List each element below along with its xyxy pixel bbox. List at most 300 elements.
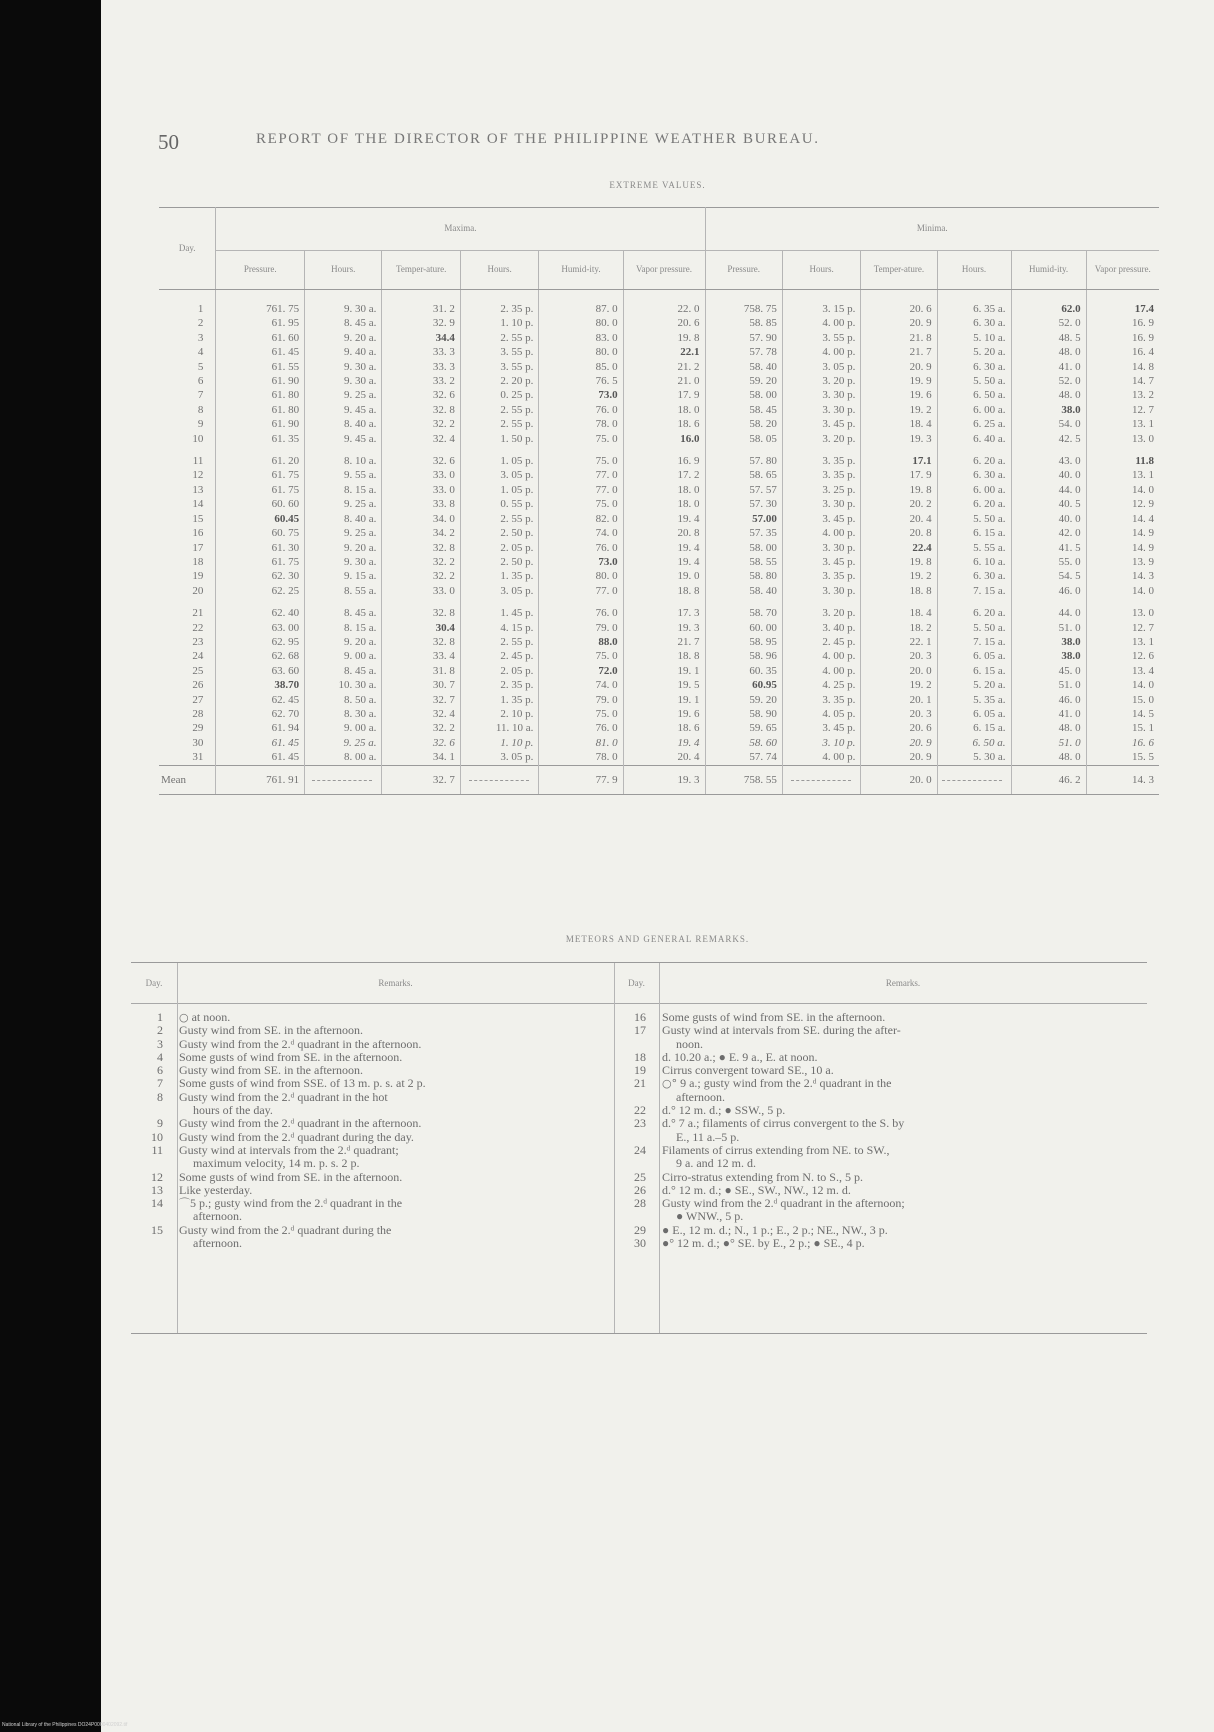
remark-line: ●° 12 m. d.; ●° SE. by E., 2 p.; ● SE., 4 p.: [662, 1236, 865, 1251]
remark-line: ● E., 12 m. d.; N., 1 p.; E., 2 p.; NE., NW., 3 p.: [662, 1222, 888, 1237]
value-cell: 58. 00: [705, 388, 782, 402]
value-cell: 19. 6: [861, 388, 937, 402]
value-cell: 38.70: [216, 678, 305, 692]
value-cell: 8. 45 a.: [305, 316, 382, 330]
value-cell: 5. 20 a.: [937, 345, 1011, 359]
value-cell: 78. 0: [539, 750, 623, 765]
value-cell: 61. 75: [216, 555, 305, 569]
value-cell: 21. 0: [623, 374, 705, 388]
value-cell: 32. 2: [382, 721, 460, 735]
value-cell: 80. 0: [539, 569, 623, 583]
remark-line: maximum velocity, 14 m. p. s. 2 p.: [193, 1156, 360, 1171]
remark-day: 8: [157, 1089, 163, 1104]
value-cell: 4. 15 p.: [460, 621, 538, 635]
remark-row: [135, 1197, 611, 1224]
remark-line: Gusty wind from the 2.ᵈ quadrant during the: [179, 1222, 392, 1237]
remark-text: [662, 1237, 1143, 1250]
value-cell: 6. 20 a.: [937, 598, 1011, 620]
value-cell: 54. 5: [1011, 569, 1086, 583]
value-cell: 14. 9: [1132, 541, 1154, 554]
value-cell: 6. 35 a.: [937, 290, 1011, 317]
remark-text: [662, 1051, 1143, 1064]
value-cell: 2. 10 p.: [460, 707, 538, 721]
value-cell: 18. 0: [623, 403, 705, 417]
day-row: [159, 360, 1159, 374]
value-cell: 4. 05 p.: [782, 707, 860, 721]
remark-text: [662, 1064, 1143, 1077]
remark-day: 1: [157, 1010, 163, 1024]
value-cell: 7. 15 a.: [937, 584, 1011, 598]
value-cell: 1. 35 p.: [460, 693, 538, 707]
value-cell: 14. 9: [1132, 527, 1154, 540]
remark-row: [135, 1171, 611, 1184]
value-cell: 59. 20: [705, 693, 782, 707]
value-cell: 5. 50 a.: [937, 621, 1011, 635]
value-cell: 20. 3: [861, 649, 937, 663]
day-row: [159, 736, 1159, 750]
remark-text: [662, 1011, 1143, 1024]
value-cell: 9. 20 a.: [305, 331, 382, 345]
value-cell: 22.4: [861, 541, 937, 555]
value-cell: 5. 35 a.: [937, 693, 1011, 707]
remark-text: [662, 1144, 1143, 1171]
value-cell: 61. 45: [216, 750, 305, 765]
value-cell: 21. 7: [861, 345, 937, 359]
remark-day: 28: [634, 1196, 646, 1211]
value-cell: 61. 94: [216, 721, 305, 735]
value-cell: 32. 8: [382, 598, 460, 620]
remarks-header: Remarks.: [885, 978, 921, 988]
value-cell: 2. 05 p.: [460, 664, 538, 678]
day-cell: 4: [159, 345, 216, 359]
value-cell: 20. 9: [861, 736, 937, 750]
value-cell: 2. 55 p.: [460, 635, 538, 649]
value-cell: 16.0: [623, 432, 705, 446]
value-cell: 18. 4: [861, 598, 937, 620]
value-cell: 60.95: [705, 678, 782, 692]
value-cell: 42. 5: [1011, 432, 1086, 446]
value-cell: 59. 65: [705, 721, 782, 735]
value-cell: 16. 4: [1132, 346, 1154, 359]
value-cell: 9. 30 a.: [305, 360, 382, 374]
value-cell: 20. 8: [861, 526, 937, 540]
value-cell: 8. 40 a.: [305, 417, 382, 431]
remark-day: 16: [634, 1010, 646, 1024]
running-head: REPORT OF THE DIRECTOR OF THE PHILIPPINE WEATHER BUREAU.: [256, 131, 820, 147]
day-cell: 8: [159, 403, 216, 417]
value-cell: 2. 55 p.: [460, 331, 538, 345]
remark-line: Gusty wind from the 2.ᵈ quadrant in the afternoon.: [179, 1116, 422, 1131]
value-cell: 3. 55 p.: [460, 345, 538, 359]
mean-blank: [305, 765, 382, 794]
remark-line: d.° 7 a.; filaments of cirrus convergent to the S. by: [662, 1116, 905, 1131]
col-header: Hours.: [782, 251, 860, 290]
remark-row: [135, 1011, 611, 1024]
day-row: [159, 497, 1159, 511]
value-cell: 62. 30: [216, 569, 305, 583]
value-cell: 18. 6: [623, 721, 705, 735]
mean-blank: [782, 765, 860, 794]
value-cell: 9. 30 a.: [305, 374, 382, 388]
remark-day: 2: [157, 1023, 163, 1038]
value-cell: 33. 0: [382, 468, 460, 482]
remark-day: 7: [157, 1076, 163, 1091]
value-cell: 78. 0: [539, 417, 623, 431]
value-cell: 51. 0: [1011, 736, 1086, 750]
day-row: [159, 446, 1159, 468]
mean-blank: [937, 765, 1011, 794]
value-cell: 4. 00 p.: [782, 316, 860, 330]
value-cell: 3. 45 p.: [782, 512, 860, 526]
value-cell: 58. 20: [705, 417, 782, 431]
day-row: [159, 468, 1159, 482]
value-cell: 15. 0: [1132, 693, 1154, 706]
remark-text: [179, 1064, 611, 1077]
value-cell: 9. 40 a.: [305, 345, 382, 359]
value-cell: 9. 15 a.: [305, 569, 382, 583]
mean-blank: [460, 765, 538, 794]
value-cell: 14. 0: [1132, 584, 1154, 597]
value-cell: 3. 20 p.: [782, 598, 860, 620]
value-cell: 9. 00 a.: [305, 649, 382, 663]
minima-header: Minima.: [705, 208, 1159, 251]
remark-row: [618, 1051, 1143, 1064]
value-cell: 62. 45: [216, 693, 305, 707]
value-cell: 58. 70: [705, 598, 782, 620]
remark-row: [135, 1091, 611, 1118]
value-cell: 57. 90: [705, 331, 782, 345]
remark-row: [618, 1077, 1143, 1104]
remark-text: [179, 1131, 611, 1144]
value-cell: 20. 0: [861, 664, 937, 678]
remark-day: 14: [151, 1196, 163, 1211]
maxima-header: Maxima.: [216, 208, 705, 251]
value-cell: 33. 0: [382, 584, 460, 598]
value-cell: 6. 15 a.: [937, 721, 1011, 735]
value-cell: 62.0: [1011, 290, 1086, 317]
value-cell: 40. 0: [1011, 512, 1086, 526]
remark-day: 11: [151, 1142, 163, 1157]
value-cell: 8. 40 a.: [305, 512, 382, 526]
value-cell: 16. 9: [1132, 331, 1154, 344]
value-cell: 2. 55 p.: [460, 403, 538, 417]
value-cell: 8. 55 a.: [305, 584, 382, 598]
day-cell: 13: [159, 483, 216, 497]
value-cell: 19. 6: [623, 707, 705, 721]
value-cell: 3. 45 p.: [782, 417, 860, 431]
remark-day: 25: [634, 1169, 646, 1184]
value-cell: 1. 10 p.: [460, 316, 538, 330]
value-cell: 3. 20 p.: [782, 432, 860, 446]
value-cell: 73.0: [539, 388, 623, 402]
value-cell: 14. 5: [1132, 707, 1154, 720]
value-cell: 33. 3: [382, 345, 460, 359]
value-cell: 4. 25 p.: [782, 678, 860, 692]
col-header: Humid-ity.: [1011, 251, 1086, 290]
day-row: [159, 707, 1159, 721]
scan-footer-note: National Library of the Philippines DO24P0000402092.tif: [2, 1722, 128, 1728]
mean-max-humidity: 77. 9: [539, 765, 623, 794]
value-cell: 22.1: [623, 345, 705, 359]
value-cell: 32. 6: [382, 446, 460, 468]
day-cell: 15: [159, 512, 216, 526]
value-cell: 34.4: [382, 331, 460, 345]
day-cell: 21: [159, 598, 216, 620]
day-row: [159, 750, 1159, 765]
remark-text: [179, 1197, 611, 1224]
value-cell: 9. 20 a.: [305, 541, 382, 555]
value-cell: 16. 9: [623, 446, 705, 468]
remark-line: Some gusts of wind from SE. in the afternoon.: [179, 1049, 403, 1064]
day-cell: 17: [159, 541, 216, 555]
value-cell: 4. 00 p.: [782, 649, 860, 663]
value-cell: 3. 05 p.: [460, 750, 538, 765]
value-cell: 19. 2: [861, 403, 937, 417]
remark-line: Some gusts of wind from SE. in the afternoon.: [662, 1010, 886, 1024]
day-cell: 7: [159, 388, 216, 402]
value-cell: 20. 1: [861, 693, 937, 707]
value-cell: 33. 0: [382, 483, 460, 497]
value-cell: 75. 0: [539, 649, 623, 663]
day-cell: 9: [159, 417, 216, 431]
value-cell: 22. 1: [861, 635, 937, 649]
value-cell: 61. 90: [216, 417, 305, 431]
value-cell: 18. 4: [861, 417, 937, 431]
day-row: [159, 374, 1159, 388]
value-cell: 3. 05 p.: [460, 584, 538, 598]
value-cell: 58. 60: [705, 736, 782, 750]
value-cell: 6. 00 a.: [937, 483, 1011, 497]
value-cell: 32. 8: [382, 541, 460, 555]
day-cell: 20: [159, 584, 216, 598]
value-cell: 9. 20 a.: [305, 635, 382, 649]
value-cell: 758. 75: [705, 290, 782, 317]
value-cell: 3. 05 p.: [460, 468, 538, 482]
value-cell: 77. 0: [539, 468, 623, 482]
value-cell: 2. 05 p.: [460, 541, 538, 555]
remark-text: [662, 1224, 1143, 1237]
value-cell: 63. 00: [216, 621, 305, 635]
remark-row: [135, 1077, 611, 1090]
value-cell: 8. 50 a.: [305, 693, 382, 707]
day-row: [159, 649, 1159, 663]
mean-min-humidity: 46. 2: [1011, 765, 1086, 794]
value-cell: 32. 7: [382, 693, 460, 707]
remark-line: Gusty wind at intervals from the 2.ᵈ quadrant;: [179, 1142, 399, 1157]
value-cell: 57. 30: [705, 497, 782, 511]
value-cell: 38.0: [1011, 403, 1086, 417]
value-cell: 17. 9: [623, 388, 705, 402]
value-cell: 6. 15 a.: [937, 526, 1011, 540]
value-cell: 9. 30 a.: [305, 290, 382, 317]
remark-line: Cirrus convergent toward SE., 10 a.: [662, 1063, 834, 1078]
value-cell: 41. 5: [1011, 541, 1086, 555]
value-cell: 57. 35: [705, 526, 782, 540]
remark-line: d. 10.20 a.; ● E. 9 a., E. at noon.: [662, 1049, 818, 1064]
value-cell: 72.0: [539, 664, 623, 678]
remark-row: [618, 1171, 1143, 1184]
remark-row: [135, 1024, 611, 1037]
column-subheaders: [159, 251, 1159, 290]
remark-text: [179, 1051, 611, 1064]
remark-day: 26: [634, 1182, 646, 1197]
value-cell: 85. 0: [539, 360, 623, 374]
day-cell: 5: [159, 360, 216, 374]
col-header: Pressure.: [216, 251, 305, 290]
day-cell: 3: [159, 331, 216, 345]
remark-row: [135, 1064, 611, 1077]
value-cell: 17. 9: [861, 468, 937, 482]
value-cell: 38.0: [1011, 635, 1086, 649]
value-cell: 48. 0: [1011, 388, 1086, 402]
value-cell: 3. 05 p.: [782, 360, 860, 374]
day-row: [159, 635, 1159, 649]
value-cell: 3. 10 p.: [782, 736, 860, 750]
value-cell: 3. 15 p.: [782, 290, 860, 317]
value-cell: 62. 70: [216, 707, 305, 721]
day-cell: 24: [159, 649, 216, 663]
value-cell: 5. 50 a.: [937, 512, 1011, 526]
value-cell: 48. 0: [1011, 345, 1086, 359]
remark-row: [135, 1117, 611, 1130]
value-cell: 48. 0: [1011, 721, 1086, 735]
value-cell: 12. 9: [1132, 498, 1154, 511]
col-header: Pressure.: [705, 251, 782, 290]
value-cell: 20. 6: [623, 316, 705, 330]
value-cell: 19. 4: [623, 736, 705, 750]
value-cell: 43. 0: [1011, 446, 1086, 468]
value-cell: 58. 45: [705, 403, 782, 417]
value-cell: 32. 6: [382, 736, 460, 750]
value-cell: 12. 7: [1132, 621, 1154, 634]
value-cell: 3. 30 p.: [782, 497, 860, 511]
value-cell: 14. 8: [1132, 360, 1154, 373]
remark-line: 9 a. and 12 m. d.: [676, 1156, 756, 1171]
remark-line: noon.: [676, 1036, 703, 1051]
remark-day: 24: [634, 1142, 646, 1157]
remark-day: 23: [634, 1116, 646, 1131]
remark-day: 22: [634, 1103, 646, 1118]
value-cell: 17. 3: [623, 598, 705, 620]
value-cell: 54. 0: [1011, 417, 1086, 431]
value-cell: 6. 05 a.: [937, 649, 1011, 663]
value-cell: 2. 35 p.: [460, 678, 538, 692]
value-cell: 16. 6: [1132, 736, 1154, 749]
mean-max-temperature: 32. 7: [382, 765, 460, 794]
value-cell: 81. 0: [539, 736, 623, 750]
value-cell: 30.4: [382, 621, 460, 635]
value-cell: 62. 40: [216, 598, 305, 620]
value-cell: 2. 55 p.: [460, 512, 538, 526]
value-cell: 41. 0: [1011, 360, 1086, 374]
remarks-day-header: Day.: [628, 978, 645, 988]
day-cell: 28: [159, 707, 216, 721]
value-cell: 13. 2: [1132, 389, 1154, 402]
value-cell: 80. 0: [539, 316, 623, 330]
value-cell: 6. 50 a.: [937, 736, 1011, 750]
day-row: [159, 512, 1159, 526]
value-cell: 4. 00 p.: [782, 345, 860, 359]
value-cell: 6. 50 a.: [937, 388, 1011, 402]
value-cell: 3. 30 p.: [782, 388, 860, 402]
value-cell: 18. 8: [861, 584, 937, 598]
day-cell: 12: [159, 468, 216, 482]
value-cell: 6. 05 a.: [937, 707, 1011, 721]
value-cell: 20. 6: [861, 721, 937, 735]
value-cell: 61. 75: [216, 483, 305, 497]
value-cell: 20. 4: [861, 512, 937, 526]
remark-day: 6: [157, 1063, 163, 1078]
value-cell: 51. 0: [1011, 621, 1086, 635]
value-cell: 75. 0: [539, 707, 623, 721]
value-cell: 8. 45 a.: [305, 598, 382, 620]
remark-row: [618, 1184, 1143, 1197]
value-cell: 32. 8: [382, 403, 460, 417]
value-cell: 61. 90: [216, 374, 305, 388]
value-cell: 75. 0: [539, 432, 623, 446]
value-cell: 19. 2: [861, 569, 937, 583]
value-cell: 3. 35 p.: [782, 468, 860, 482]
day-cell: 18: [159, 555, 216, 569]
value-cell: 61. 45: [216, 736, 305, 750]
day-cell: 27: [159, 693, 216, 707]
value-cell: 761. 75: [216, 290, 305, 317]
value-cell: 14. 0: [1132, 483, 1154, 496]
value-cell: 88.0: [539, 635, 623, 649]
value-cell: 60. 75: [216, 526, 305, 540]
remark-text: [179, 1077, 611, 1090]
value-cell: 80. 0: [539, 345, 623, 359]
value-cell: 19. 4: [623, 512, 705, 526]
value-cell: 21. 2: [623, 360, 705, 374]
value-cell: 18. 6: [623, 417, 705, 431]
value-cell: 31. 2: [382, 290, 460, 317]
value-cell: 61. 45: [216, 345, 305, 359]
remarks-table: [131, 962, 1147, 1334]
day-row: [159, 417, 1159, 431]
value-cell: 76. 0: [539, 721, 623, 735]
col-header: Vapor pressure.: [1086, 251, 1159, 290]
day-cell: 11: [159, 446, 216, 468]
value-cell: 32. 2: [382, 555, 460, 569]
value-cell: 58. 95: [705, 635, 782, 649]
value-cell: 76. 0: [539, 598, 623, 620]
value-cell: 2. 45 p.: [460, 649, 538, 663]
value-cell: 3. 30 p.: [782, 541, 860, 555]
value-cell: 19. 8: [861, 483, 937, 497]
value-cell: 61. 80: [216, 403, 305, 417]
remark-line: at noon.: [188, 1010, 231, 1024]
value-cell: 57. 57: [705, 483, 782, 497]
day-row: [159, 483, 1159, 497]
day-cell: 25: [159, 664, 216, 678]
extreme-values-title: EXTREME VALUES.: [609, 180, 706, 190]
remark-row: [618, 1064, 1143, 1077]
remark-line: Cirro-stratus extending from N. to S., 5 p.: [662, 1169, 863, 1184]
value-cell: 34. 1: [382, 750, 460, 765]
value-cell: 60.45: [216, 512, 305, 526]
day-cell: 30: [159, 736, 216, 750]
value-cell: 9. 00 a.: [305, 721, 382, 735]
value-cell: 57. 80: [705, 446, 782, 468]
extreme-values-table: [159, 207, 1159, 795]
value-cell: 4. 00 p.: [782, 526, 860, 540]
value-cell: 5. 30 a.: [937, 750, 1011, 765]
remark-line: Gusty wind from the 2.ᵈ quadrant during the day.: [179, 1129, 414, 1144]
remark-line: afternoon.: [193, 1209, 242, 1224]
value-cell: 61. 55: [216, 360, 305, 374]
remarks-left-column: [135, 1011, 611, 1250]
